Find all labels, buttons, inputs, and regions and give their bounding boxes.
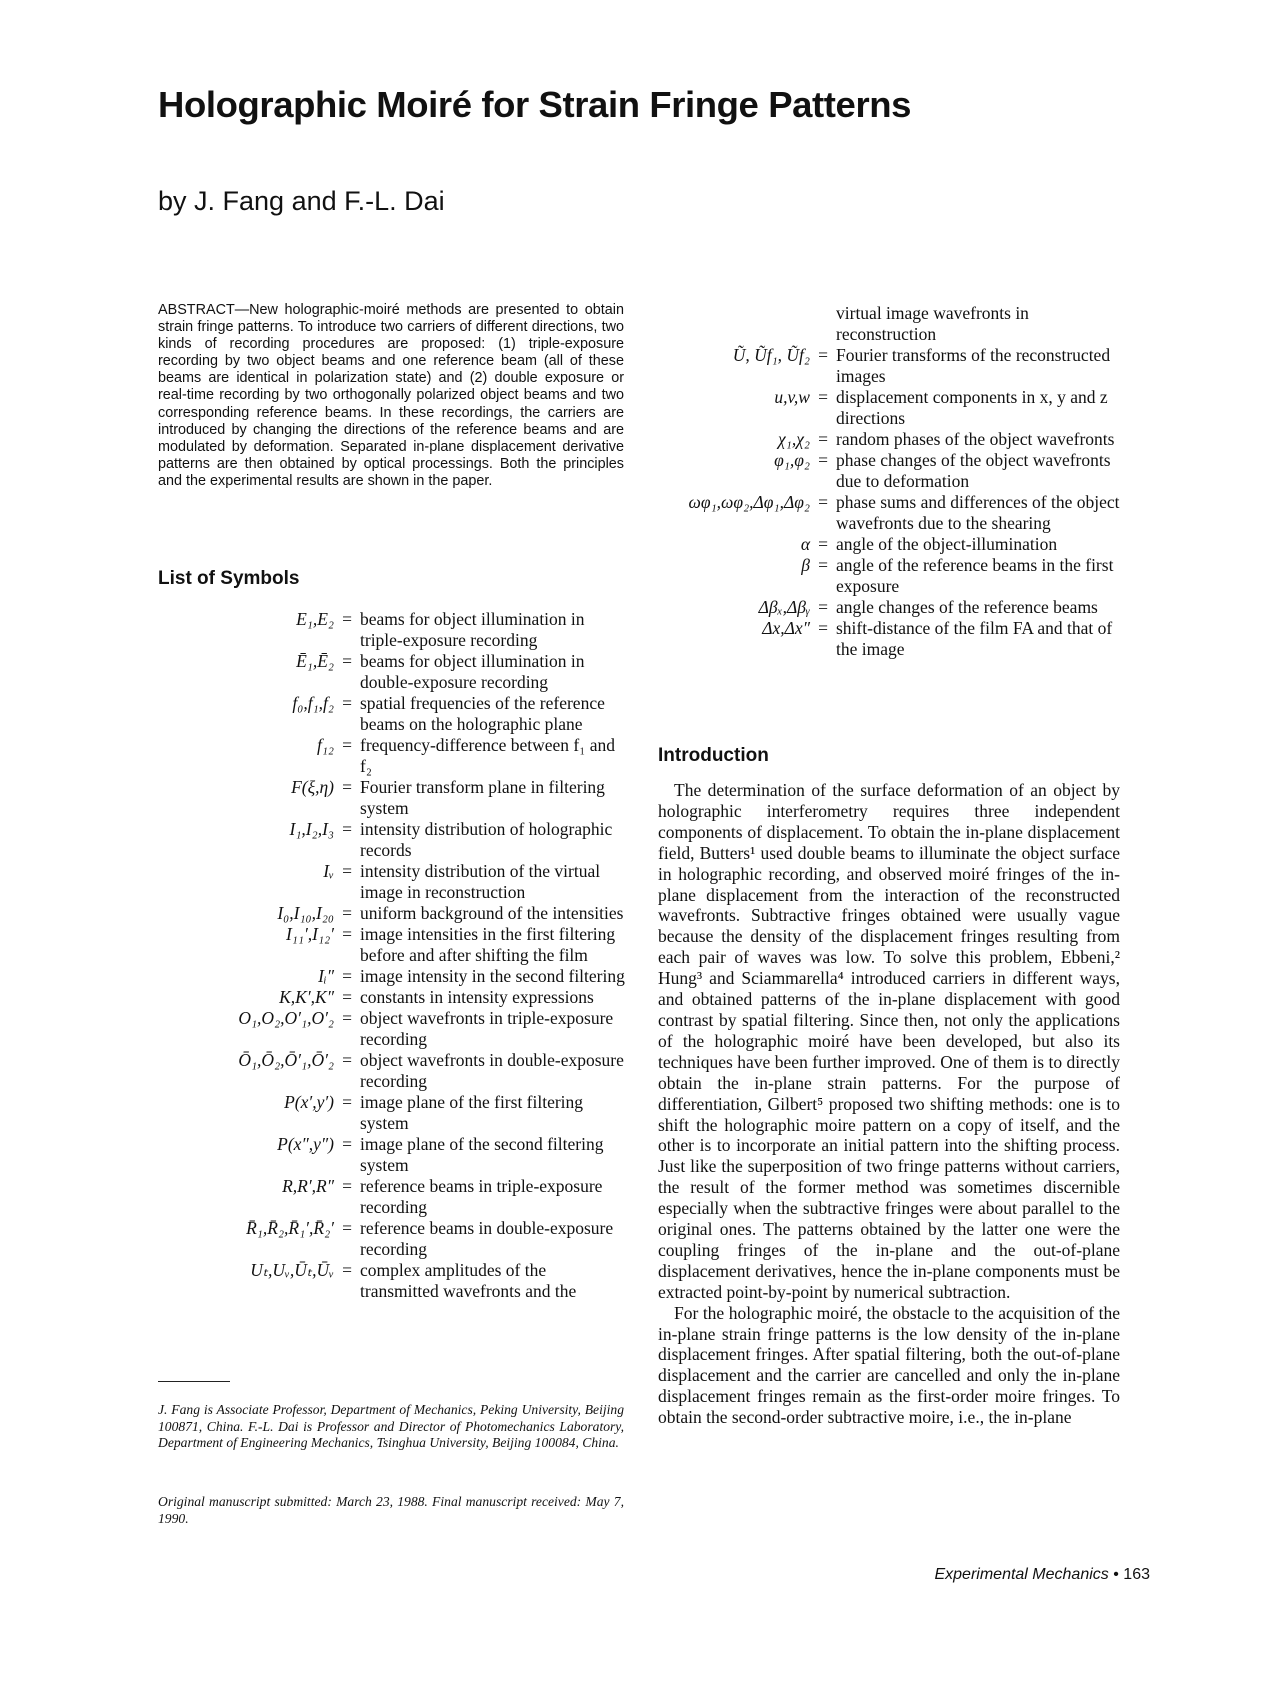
equals-sign: = [818,450,828,470]
equals-sign: = [342,1092,352,1112]
symbol-entry [158,651,628,693]
symbol-definition: object wavefronts in double-exposure recording [360,1050,624,1091]
equals-sign: = [818,492,828,512]
equals-sign: = [342,1050,352,1070]
paper-title: Holographic Moiré for Strain Fringe Patterns [158,84,912,125]
symbol: Δβₓ,Δβᵧ [758,597,810,617]
symbol-definition: constants in intensity expressions [360,987,594,1007]
symbol-definition: angle of the object-illumination [836,534,1058,554]
symbol-entry [158,1218,628,1260]
symbol: f₁₂ [316,735,334,755]
abstract: ABSTRACT—New holographic-moiré methods are presented to obtain strain fringe patterns. To introduce two carriers of different directions, two kinds of recording procedures are proposed: (1) triple-exposure recording by two object beams and one reference beam (all of these beams are identical in polarization state) and (2) double exposure or real-time recording by two orthogonally polarized object beams and two corresponding reference beams. In these recordings, the carriers are introduced by changing the directions of the reference beams and are modulated by deformation. Separated in-plane displacement derivative patterns are then obtained by optical processings. Both the principles and the experimental results are shown in the paper. [158,302,624,489]
symbol-entry [158,1092,628,1134]
symbol-definition: Fourier transform plane in filtering system [360,777,605,818]
symbol-definition: complex amplitudes of the transmitted wavefronts and the [360,1260,577,1301]
symbol: β [801,555,810,575]
symbol: f₀,f₁,f₂ [292,693,334,713]
symbol-entry [634,555,1124,597]
symbol-definition: shift-distance of the film FA and that of the image [836,618,1113,659]
equals-sign: = [342,819,352,839]
symbol-entry [634,597,1124,618]
equals-sign: = [818,387,828,407]
symbol-definition: image intensity in the second filtering [360,966,625,986]
equals-sign: = [342,651,352,671]
equals-sign: = [818,597,828,617]
introduction-heading: Introduction [658,745,769,766]
symbol-entry [158,1176,628,1218]
symbol: Iᵥ [323,861,334,881]
symbol-entry [634,345,1124,387]
equals-sign: = [342,1218,352,1238]
symbol-entry [634,303,1124,345]
symbol-entry [158,861,628,903]
symbol: K,K′,K″ [279,987,334,1007]
symbol-entry [158,1050,628,1092]
journal-name: Experimental Mechanics [934,1566,1109,1583]
symbol: Ē₁,Ē₂ [296,651,334,671]
symbol-list-column-1 [158,609,628,1302]
symbol-definition: displacement components in x, y and z directions [836,387,1108,428]
symbol-definition: angle of the reference beams in the first exposure [836,555,1114,596]
equals-sign: = [342,987,352,1007]
footnote-divider [158,1381,230,1382]
symbol: I₀,I₁₀,I₂₀ [277,903,334,923]
introduction-paragraph: The determination of the surface deformation of an object by holographic interferometry requires three independent components of displacement. To obtain the in-plane displacement field, Butters¹ used double beams to illuminate the object surface in holographic recording, and observed moiré fringes of the in-plane displacement from the interaction of the reconstructed wavefronts. Subtractive fringes obtained were usually vague because the density of the displacement fringes resulting from each pair of waves was low. To solve this problem, Ebbeni,² Hung³ and Sciammarella⁴ introduced carriers in different ways, and obtained patterns of the in-plane displacement with good contrast by spatial filtering. Since then, not only the applications of the holographic moiré have been developed, but also its techniques have been further improved. One of them is to directly obtain the in-plane strain patterns. For the purpose of differentiation, Gilbert⁵ proposed two shifting methods: one is to shift the holographic moire pattern on a copy of itself, and the other is to incorporate an initial pattern into the shifting process. Just like the superposition of two fringe patterns without carriers, the result of the former method was sometimes discernible especially when the subtractive fringes were about parallel to the original ones. The patterns obtained by the latter one were the coupling fringes of the in-plane and the out-of-plane displacement derivatives, hence the in-plane components must be extracted point-by-point by numerical subtraction. [658,780,1120,1302]
equals-sign: = [342,1008,352,1028]
symbol: I₁₁′,I₁₂′ [285,924,334,944]
symbol-definition: image plane of the second filtering system [360,1134,604,1175]
equals-sign: = [342,903,352,923]
symbol-entry [634,534,1124,555]
equals-sign: = [818,429,828,449]
symbol-definition: image plane of the first filtering system [360,1092,584,1133]
equals-sign: = [342,966,352,986]
symbol-definition: reference beams in triple-exposure recording [360,1176,603,1217]
equals-sign: = [342,777,352,797]
author-affiliation-footnote: J. Fang is Associate Professor, Department of Mechanics, Peking University, Beijing 100871, China. F.-L. Dai is Professor and Director of Photomechanics Laboratory, Department of Engineering Mechanics, Tsinghua University, Beijing 100084, China. [158,1402,624,1451]
equals-sign: = [342,1176,352,1196]
symbol: φ₁,φ₂ [774,450,810,470]
introduction-paragraph: For the holographic moiré, the obstacle to the acquisition of the in-plane strain fringe patterns is the low density of the in-plane displacement fringes. After spatial filtering, both the out-of-plane displacement and the carrier are cancelled and only the in-plane displacement fringes remain as the first-order moire fringes. To obtain the second-order subtractive moire, i.e., the in-plane [658,1302,1120,1428]
equals-sign: = [342,1260,352,1280]
symbol-entry [158,987,628,1008]
equals-sign: = [342,924,352,944]
symbol: Uₜ,Uᵥ,Ūₜ,Ūᵥ [250,1260,334,1280]
equals-sign: = [818,534,828,554]
symbol-definition: beams for object illumination in double-exposure recording [360,651,585,692]
symbol: P(x′,y′) [284,1092,334,1112]
symbol-entry [158,903,628,924]
symbol-definition: random phases of the object wavefronts [836,429,1115,449]
symbol-definition: phase changes of the object wavefronts due to deformation [836,450,1111,491]
symbol: Ũ, Ũf₁, Ũf₂ [732,345,810,365]
symbol: R̄₁,R̄₂,R̄₁′,R̄₂′ [246,1218,334,1238]
symbol-definition: intensity distribution of the virtual image in reconstruction [360,861,601,902]
symbol: O₁,O₂,O′₁,O′₂ [238,1008,334,1028]
symbol-entry [158,609,628,651]
symbol-entry [158,777,628,819]
symbol-definition: phase sums and differences of the object wavefronts due to the shearing [836,492,1120,533]
symbol: ωφ₁,ωφ₂,Δφ₁,Δφ₂ [688,492,810,512]
equals-sign: = [342,693,352,713]
symbol: α [800,534,810,554]
symbol-definition: angle changes of the reference beams [836,597,1098,617]
symbol-definition: frequency-difference between f₁ and f₂ [360,735,616,776]
symbol-entry [634,618,1124,660]
symbol-list-column-2 [634,303,1124,660]
equals-sign: = [818,345,828,365]
symbol-entry [634,429,1124,450]
symbol: χ₁,χ₂ [778,429,810,449]
manuscript-dates-footnote: Original manuscript submitted: March 23, 1988. Final manuscript received: May 7, 1990. [158,1494,624,1526]
symbol-definition: uniform background of the intensities [360,903,624,923]
symbol-definition: Fourier transforms of the reconstructed images [836,345,1111,386]
symbol: I₁,I₂,I₃ [289,819,334,839]
equals-sign: = [342,861,352,881]
symbol: E₁,E₂ [296,609,334,629]
symbol-definition: intensity distribution of holographic records [360,819,613,860]
symbol-definition: beams for object illumination in triple-exposure recording [360,609,585,650]
symbol-definition: reference beams in double-exposure recording [360,1218,614,1259]
symbol-entry [158,735,628,777]
symbol: P(x″,y″) [277,1134,334,1154]
symbol-entry [158,924,628,966]
symbol-definition-continuation: virtual image wavefronts in reconstruction [836,303,1029,344]
symbol-entry [158,819,628,861]
symbol-entry [158,966,628,987]
introduction-body [658,780,1120,1428]
equals-sign: = [342,735,352,755]
author-byline: by J. Fang and F.-L. Dai [158,186,445,216]
symbol-entry [158,1260,628,1302]
symbol: Ō₁,Ō₂,Ō′₁,Ō′₂ [238,1050,334,1070]
symbols-heading: List of Symbols [158,568,300,589]
page-number: 163 [1123,1566,1150,1583]
symbol: F(ξ,η) [291,777,334,797]
symbol-entry [634,450,1124,492]
symbol: R,R′,R″ [282,1176,334,1196]
symbol-definition: spatial frequencies of the reference beams on the holographic plane [360,693,605,734]
equals-sign: = [342,1134,352,1154]
page-footer [896,1566,1150,1584]
symbol: Δx,Δx″ [762,618,810,638]
symbol-entry [634,387,1124,429]
symbol-entry [158,693,628,735]
footer-bullet: • [1113,1566,1119,1583]
symbol: u,v,w [774,387,810,407]
equals-sign: = [818,618,828,638]
symbol-entry [158,1134,628,1176]
symbol: Iᵢ″ [318,966,334,986]
symbol-definition: image intensities in the first filtering before and after shifting the film [360,924,616,965]
equals-sign: = [818,555,828,575]
equals-sign: = [342,609,352,629]
symbol-entry [158,1008,628,1050]
symbol-definition: object wavefronts in triple-exposure recording [360,1008,614,1049]
symbol-entry [634,492,1124,534]
